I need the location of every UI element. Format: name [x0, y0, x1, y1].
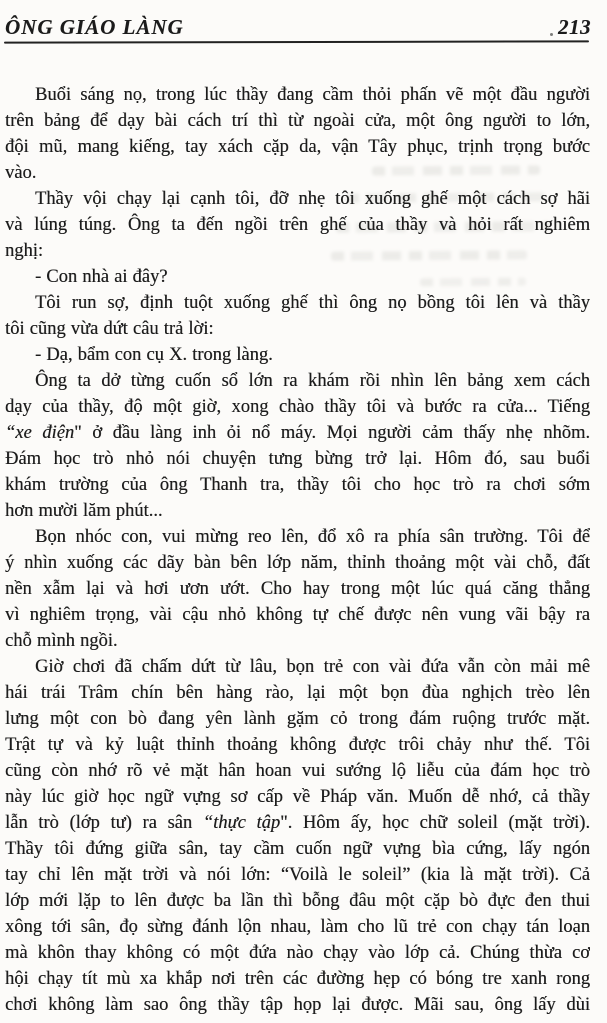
text-line	[5, 160, 590, 186]
paragraph	[5, 264, 590, 290]
text-line	[5, 394, 590, 420]
text-line	[5, 108, 590, 134]
text-segment: " ở đầu làng inh ỏi nổ máy. Mọi người cảm thấy nhẹ nhõm.	[74, 423, 590, 443]
text-line	[5, 836, 590, 862]
text-line	[5, 888, 590, 914]
text-segment: đội mũ, mang kiếng, tay xách cặp da, vận Tây phục, trịnh trọng bước	[5, 137, 590, 157]
paragraph	[5, 368, 590, 524]
text-line	[5, 576, 590, 602]
text-segment: hơn mười lăm phút...	[5, 501, 163, 521]
text-segment: Thầy tôi đứng giữa sân, tay cầm cuốn ngữ vựng bìa cứng, lấy ngón	[5, 839, 590, 859]
text-line	[5, 810, 590, 836]
text-line	[5, 966, 590, 992]
text-segment: Trật tự và kỷ luật thỉnh thoảng không được trôi chảy như thế. Tôi	[5, 735, 590, 755]
text-segment: nền xẫm lại và hơi ươn ướt. Cho hay trong một lúc quá căng thẳng	[5, 579, 590, 599]
paragraph	[5, 186, 590, 264]
text-line	[5, 706, 590, 732]
text-line	[5, 212, 590, 238]
text-line	[5, 82, 590, 108]
text-segment: cũng còn nhớ rõ vẻ mặt hân hoan vui sướng lộ liễu của đám học trò	[5, 761, 590, 781]
text-segment: hội chạy tít mù xa khắp nơi trên các đường hẹp có bóng tre xanh rong	[5, 969, 590, 989]
text-segment: tay chỉ lên mặt trời và nói lớn: “Voilà le soleil” (kia là mặt trời). Cả	[5, 865, 590, 885]
page-number-area	[550, 15, 591, 40]
text-line	[5, 550, 590, 576]
text-line	[5, 940, 590, 966]
text-line	[5, 264, 590, 290]
text-line	[5, 524, 590, 550]
text-segment: Thầy vội chạy lại cạnh tôi, đỡ nhẹ tôi xuống ghế một cách sợ hãi	[35, 189, 590, 209]
text-segment: chỗ mình ngồi.	[5, 631, 118, 651]
text-segment: Bọn nhóc con, vui mừng reo lên, đổ xô ra phía sân trường. Tôi để	[35, 527, 590, 547]
text-segment: Buổi sáng nọ, trong lúc thầy đang cầm thỏi phấn vẽ một đầu người	[35, 85, 590, 105]
text-line	[5, 316, 590, 342]
text-segment: vì nghiêm trọng, vài cậu nhỏ không tự chế được nên vung vãi bậy ra	[5, 605, 590, 625]
paragraph	[5, 342, 590, 368]
text-line	[5, 758, 590, 784]
text-line	[5, 680, 590, 706]
text-segment: lẫn trò (lớp tư) ra sân	[5, 813, 203, 833]
text-segment: dạy của thầy, độ một giờ, xong chào thầy tôi và bước ra cửa... Tiếng	[5, 397, 590, 417]
text-line	[5, 784, 590, 810]
text-segment: xông tới sân, đọ sừng đánh lộn nhau, làm cho lũ trẻ con chạy tán loạn	[5, 917, 590, 937]
italic-text-segment: “xe điện	[5, 423, 75, 443]
text-segment: - Dạ, bẩm con cụ X. trong làng.	[35, 345, 273, 365]
text-segment: lưng một con bò đang yên lành gặm cỏ trong đám ruộng trước mặt.	[5, 709, 590, 729]
text-segment: Ông ta dở từng cuốn sổ lớn ra khám rồi nhìn lên bảng xem cách	[35, 371, 590, 391]
text-line	[5, 342, 590, 368]
text-line	[5, 186, 590, 212]
text-line	[5, 628, 590, 654]
page-body	[5, 46, 590, 1018]
text-line	[5, 368, 590, 394]
text-segment: chơi không làm sao ông thầy tập họp lại được. Mãi sau, ông lấy dùi	[5, 995, 590, 1015]
text-segment: ". Hôm ấy, học chữ soleil (mặt trời).	[280, 813, 590, 833]
paragraph	[5, 524, 590, 654]
text-line	[5, 290, 590, 316]
text-line	[5, 862, 590, 888]
paragraph	[5, 290, 590, 342]
text-line	[5, 420, 590, 446]
text-line	[5, 732, 590, 758]
text-line	[5, 914, 590, 940]
text-line	[5, 654, 590, 680]
text-line	[5, 134, 590, 160]
text-segment: lớp mới lặp to lên được ba lần thì bỗng đâu một cặp bò đực đen thui	[5, 891, 590, 911]
italic-text-segment: “thực tập	[202, 813, 281, 833]
paragraph	[5, 82, 590, 186]
text-segment: khám trường của ông Thanh tra, thầy tôi cho học trò ra chơi sớm	[5, 475, 590, 495]
text-segment: ý nhìn xuống các dãy bàn bên lớp năm, thỉnh thoảng một vài chỗ, đất	[5, 553, 590, 573]
page-header	[5, 10, 591, 40]
text-line	[5, 472, 590, 498]
text-segment: vào.	[5, 163, 37, 183]
text-line	[5, 238, 590, 264]
page-number: 213	[558, 15, 591, 39]
header-rule	[4, 40, 589, 44]
text-segment: Tôi run sợ, định tuột xuống ghế thì ông nọ bồng tôi lên và thầy	[35, 293, 590, 313]
text-line	[5, 992, 590, 1018]
text-segment: Giờ chơi đã chấm dứt từ lâu, bọn trẻ con vài đứa vẫn còn mải mê	[35, 657, 590, 677]
text-line	[5, 602, 590, 628]
text-segment: nghị:	[5, 241, 44, 261]
text-segment: này lúc giờ học ngữ vựng sơ cấp về Pháp văn. Muốn dễ nhớ, cả thầy	[5, 787, 590, 807]
text-segment: Đám học trò nhỏ nói chuyện tưng bừng trở lại. Hôm đó, sau buổi	[5, 449, 590, 469]
text-segment: tôi cũng vừa dứt câu trả lời:	[5, 319, 214, 339]
running-title: ÔNG GIÁO LÀNG	[5, 15, 184, 39]
text-segment: mà khôn thay không có một đứa nào chạy vào lớp cả. Chúng thừa cơ	[5, 943, 590, 963]
text-line	[5, 498, 590, 524]
text-segment: và lúng túng. Ông ta đến ngồi trên ghế của thầy và hỏi rất nghiêm	[5, 215, 590, 235]
text-segment: - Con nhà ai đây?	[35, 267, 168, 287]
text-line	[5, 446, 590, 472]
text-segment: trên bảng để dạy bài cách trí thì từ ngoài cửa, một ông người to lớn,	[5, 111, 590, 131]
text-segment: hái trái Trâm chín bên hàng rào, lại một bọn đùa nghịch trèo lên	[5, 683, 590, 703]
paragraph	[5, 654, 590, 1018]
scan-dot-artifact	[550, 33, 553, 36]
